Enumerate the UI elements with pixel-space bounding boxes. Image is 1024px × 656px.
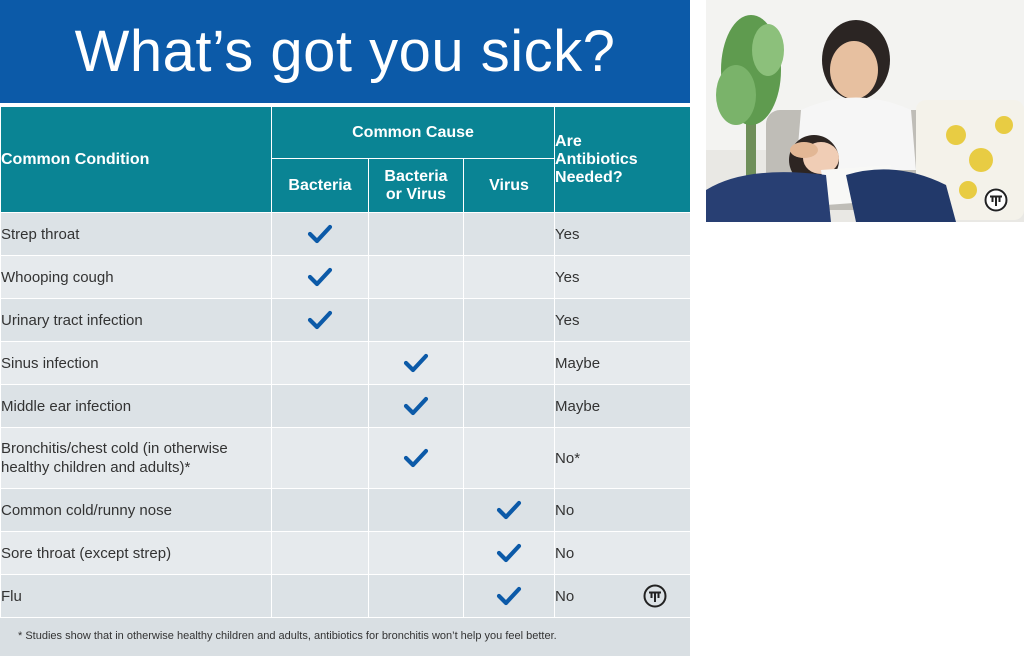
table-row xyxy=(1,575,691,618)
virus-cell xyxy=(464,532,555,575)
condition-cell: Sinus infection xyxy=(1,342,272,385)
header-antibiotics-needed xyxy=(555,107,691,213)
bacteria-cell xyxy=(272,256,369,299)
table-row xyxy=(1,489,691,532)
header-common-cause: Common Cause xyxy=(272,107,555,159)
header-antibiotics-line2: Antibiotics xyxy=(555,150,638,168)
header-common-condition: Common Condition xyxy=(1,107,272,213)
bacteria-or-virus-cell xyxy=(369,575,464,618)
bacteria-or-virus-cell xyxy=(369,299,464,342)
condition-table xyxy=(0,106,691,618)
tm-logo-icon xyxy=(643,584,667,608)
bacteria-cell xyxy=(272,532,369,575)
checkmark-icon xyxy=(403,395,429,417)
bacteria-cell xyxy=(272,385,369,428)
checkmark-icon xyxy=(496,585,522,607)
bacteria-cell xyxy=(272,342,369,385)
table-row xyxy=(1,342,691,385)
photo-illustration xyxy=(706,0,1024,222)
header-bov-line2: or Virus xyxy=(385,185,447,203)
checkmark-icon xyxy=(403,447,429,469)
virus-cell xyxy=(464,213,555,256)
antibiotics-cell: No xyxy=(555,532,691,575)
checkmark-icon xyxy=(403,352,429,374)
virus-cell xyxy=(464,575,555,618)
bacteria-or-virus-cell xyxy=(369,489,464,532)
bacteria-or-virus-cell xyxy=(369,532,464,575)
condition-cell: Urinary tract infection xyxy=(1,299,272,342)
condition-cell: Strep throat xyxy=(1,213,272,256)
condition-cell: Common cold/runny nose xyxy=(1,489,272,532)
bacteria-or-virus-cell xyxy=(369,342,464,385)
table-row xyxy=(1,299,691,342)
antibiotics-cell: Yes xyxy=(555,299,691,342)
mother-child-photo xyxy=(706,0,1024,222)
table-row xyxy=(1,532,691,575)
header-antibiotics-line3: Needed? xyxy=(555,168,623,186)
header-bacteria-or-virus xyxy=(369,159,464,213)
table-row xyxy=(1,428,691,489)
bacteria-cell xyxy=(272,428,369,489)
table-row xyxy=(1,213,691,256)
header-bov-line1: Bacteria xyxy=(384,167,448,185)
condition-cell: Middle ear infection xyxy=(1,385,272,428)
checkmark-icon xyxy=(307,266,333,288)
bacteria-or-virus-cell xyxy=(369,213,464,256)
tm-logo-icon xyxy=(984,188,1008,212)
condition-cell: Sore throat (except strep) xyxy=(1,532,272,575)
header-antibiotics-line1: Are xyxy=(555,132,582,150)
condition-cell: Whooping cough xyxy=(1,256,272,299)
virus-cell xyxy=(464,385,555,428)
antibiotics-cell: No* xyxy=(555,428,691,489)
bacteria-or-virus-cell xyxy=(369,428,464,489)
virus-cell xyxy=(464,428,555,489)
checkmark-icon xyxy=(496,542,522,564)
header-virus: Virus xyxy=(464,159,555,213)
bacteria-or-virus-cell xyxy=(369,256,464,299)
bacteria-cell xyxy=(272,299,369,342)
condition-cell: Bronchitis/chest cold (in otherwise healthy children and adults)* xyxy=(1,428,272,489)
bacteria-or-virus-cell xyxy=(369,385,464,428)
antibiotics-cell: Maybe xyxy=(555,342,691,385)
virus-cell xyxy=(464,489,555,532)
condition-cell: Flu xyxy=(1,575,272,618)
bacteria-cell xyxy=(272,213,369,256)
footnote: * Studies show that in otherwise healthy children and adults, antibiotics for bronchitis won’t help you feel better. xyxy=(18,630,557,642)
infographic-title: What’s got you sick? xyxy=(0,0,690,103)
antibiotics-cell xyxy=(555,575,691,618)
checkmark-icon xyxy=(307,223,333,245)
virus-cell xyxy=(464,256,555,299)
header-bacteria: Bacteria xyxy=(272,159,369,213)
antibiotics-cell: Yes xyxy=(555,213,691,256)
checkmark-icon xyxy=(496,499,522,521)
checkmark-icon xyxy=(307,309,333,331)
virus-cell xyxy=(464,299,555,342)
virus-cell xyxy=(464,342,555,385)
antibiotics-cell: No xyxy=(555,489,691,532)
table-row xyxy=(1,385,691,428)
bacteria-cell xyxy=(272,489,369,532)
bacteria-cell xyxy=(272,575,369,618)
antibiotics-cell: Maybe xyxy=(555,385,691,428)
table-row xyxy=(1,256,691,299)
antibiotics-cell: Yes xyxy=(555,256,691,299)
antibiotics-value: No xyxy=(555,587,575,605)
